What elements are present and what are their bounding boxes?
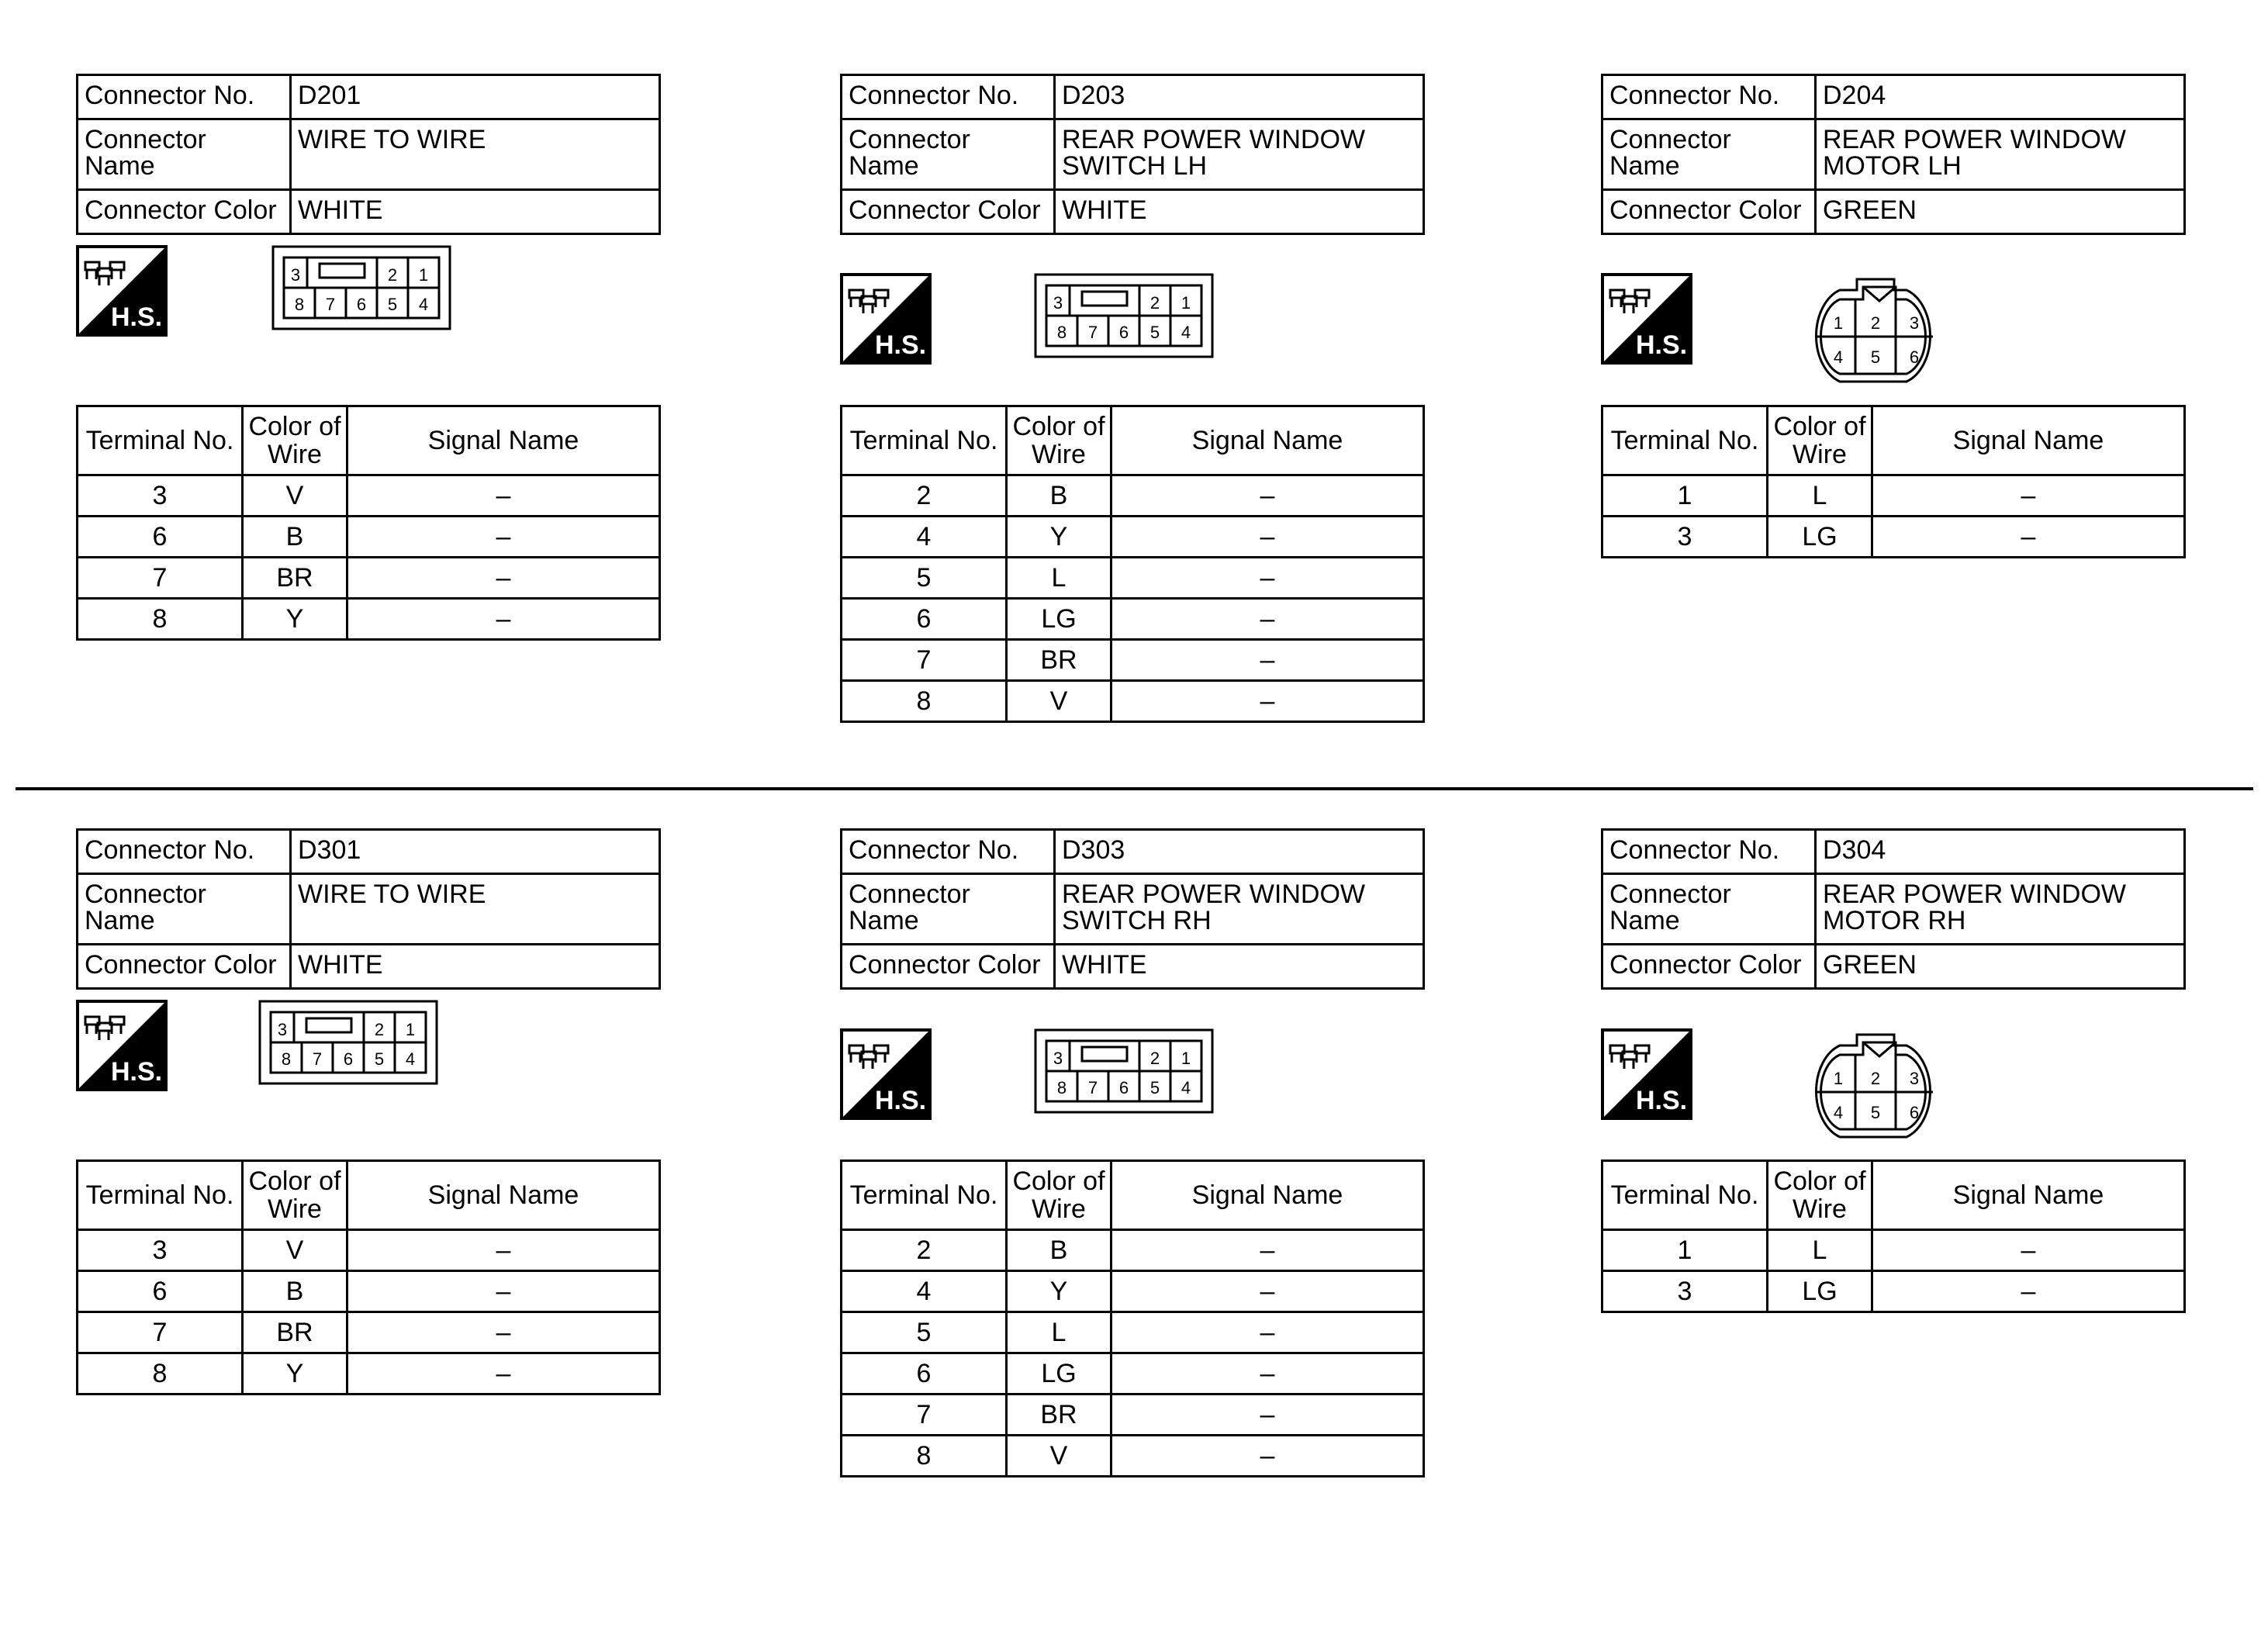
connector-name-value: REAR POWER WINDOW SWITCH RH <box>1055 874 1424 945</box>
terminal-table-header <box>842 1161 1424 1230</box>
harness-side-icon <box>840 1028 932 1120</box>
pin-number: 5 <box>1150 1078 1160 1097</box>
connector-number-row <box>1602 75 2185 119</box>
connector-name-label: Connector Name <box>78 874 291 945</box>
connector-name-value: REAR POWER WINDOW SWITCH LH <box>1055 119 1424 190</box>
table-row <box>842 1312 1424 1353</box>
pin-number: 2 <box>1150 293 1160 313</box>
wire-color: BR <box>1007 1395 1111 1436</box>
terminal-number: 6 <box>78 517 243 558</box>
wire-color: BR <box>243 558 347 599</box>
pin-number: 2 <box>387 265 398 285</box>
connector-number-label: Connector No. <box>842 75 1055 119</box>
table-row <box>1602 475 2185 517</box>
terminal-number: 7 <box>842 1395 1007 1436</box>
connector-color-value: WHITE <box>1055 945 1424 989</box>
table-row <box>78 599 660 640</box>
signal-name: – <box>347 1271 660 1312</box>
pin-number: 6 <box>1909 1103 1920 1122</box>
harness-side-icon <box>1601 273 1692 365</box>
connector-color-label: Connector Color <box>842 190 1055 234</box>
table-row <box>842 640 1424 681</box>
terminal-number: 2 <box>842 475 1007 517</box>
pin-number: 6 <box>1118 1078 1129 1097</box>
signal-name: – <box>1111 640 1424 681</box>
terminal-number: 5 <box>842 558 1007 599</box>
terminal-table <box>1601 1160 2186 1313</box>
table-row <box>78 1312 660 1353</box>
table-row <box>1602 1271 2185 1312</box>
wire-color: L <box>1768 1230 1872 1271</box>
signal-name: – <box>1111 599 1424 640</box>
harness-side-icon <box>1601 1028 1692 1120</box>
hs-label: H.S. <box>1635 1086 1688 1115</box>
connector-face-diagram <box>1792 1025 1955 1149</box>
pin-number: 2 <box>1870 1069 1881 1088</box>
signal-name: – <box>1111 1353 1424 1395</box>
signal-name: – <box>347 517 660 558</box>
connector-number-label: Connector No. <box>842 830 1055 874</box>
wire-color: BR <box>1007 640 1111 681</box>
terminal-number: 3 <box>1602 1271 1768 1312</box>
pin-number: 1 <box>405 1020 416 1039</box>
pin-number: 1 <box>1833 313 1844 333</box>
connector-color-row <box>1602 190 2185 234</box>
connector-color-value: WHITE <box>1055 190 1424 234</box>
connector-color-value: GREEN <box>1816 190 2185 234</box>
signal-name: – <box>1872 1271 2185 1312</box>
connector-name-value: WIRE TO WIRE <box>291 874 660 945</box>
harness-side-icon <box>840 273 932 365</box>
terminal-no-header: Terminal No. <box>1602 1161 1768 1230</box>
pin-number: 4 <box>1181 1078 1191 1097</box>
signal-name: – <box>1111 517 1424 558</box>
connector-number-value: D201 <box>291 75 660 119</box>
pin-number: 5 <box>387 295 398 314</box>
terminal-number: 1 <box>1602 1230 1768 1271</box>
terminal-number: 4 <box>842 1271 1007 1312</box>
signal-name: – <box>1111 1271 1424 1312</box>
wire-color: V <box>243 475 347 517</box>
pin-number: 5 <box>1870 1103 1881 1122</box>
terminal-number: 7 <box>842 640 1007 681</box>
signal-name-header: Signal Name <box>1872 1161 2185 1230</box>
pin-number: 3 <box>1053 293 1063 313</box>
connector-name-row <box>78 874 660 945</box>
connector-name-row <box>78 119 660 190</box>
terminal-number: 3 <box>78 1230 243 1271</box>
terminal-table-header <box>842 406 1424 475</box>
table-row <box>842 475 1424 517</box>
color-of-wire-header: Color of Wire <box>1768 406 1872 475</box>
connector-number-label: Connector No. <box>78 830 291 874</box>
connector-color-value: WHITE <box>291 190 660 234</box>
pin-number: 8 <box>281 1049 292 1069</box>
wire-color: Y <box>1007 517 1111 558</box>
connector-number-value: D301 <box>291 830 660 874</box>
color-of-wire-header: Color of Wire <box>1007 406 1111 475</box>
pin-number: 3 <box>290 265 301 285</box>
hs-label: H.S. <box>874 1086 927 1115</box>
pin-number: 4 <box>1833 347 1844 367</box>
connector-color-label: Connector Color <box>78 190 291 234</box>
terminal-table <box>76 405 661 641</box>
connector-number-row <box>78 75 660 119</box>
pin-number: 5 <box>1150 323 1160 342</box>
table-row <box>842 1271 1424 1312</box>
table-row <box>842 1230 1424 1271</box>
section-divider <box>16 787 2253 790</box>
connector-name-value: REAR POWER WINDOW MOTOR LH <box>1816 119 2185 190</box>
signal-name-header: Signal Name <box>347 406 660 475</box>
terminal-number: 3 <box>78 475 243 517</box>
signal-name-header: Signal Name <box>1111 1161 1424 1230</box>
wire-color: B <box>1007 1230 1111 1271</box>
pin-number: 2 <box>1150 1049 1160 1068</box>
wire-color: Y <box>243 599 347 640</box>
signal-name: – <box>1111 475 1424 517</box>
connector-info-table <box>840 828 1425 990</box>
connector-number-label: Connector No. <box>1602 75 1816 119</box>
wire-color: LG <box>1007 1353 1111 1395</box>
connector-name-value: REAR POWER WINDOW MOTOR RH <box>1816 874 2185 945</box>
terminal-number: 8 <box>842 681 1007 722</box>
pin-number: 3 <box>1909 313 1920 333</box>
color-of-wire-header: Color of Wire <box>243 406 347 475</box>
wire-color: LG <box>1768 1271 1872 1312</box>
terminal-table-header <box>78 1161 660 1230</box>
harness-side-icon <box>76 1000 168 1091</box>
table-row <box>842 1395 1424 1436</box>
table-row <box>78 558 660 599</box>
table-row <box>1602 1230 2185 1271</box>
terminal-no-header: Terminal No. <box>842 1161 1007 1230</box>
terminal-number: 2 <box>842 1230 1007 1271</box>
terminal-no-header: Terminal No. <box>78 406 243 475</box>
connector-name-label: Connector Name <box>78 119 291 190</box>
terminal-no-header: Terminal No. <box>78 1161 243 1230</box>
pin-number: 7 <box>1087 323 1098 342</box>
connector-number-value: D203 <box>1055 75 1424 119</box>
terminal-table-header <box>1602 406 2185 475</box>
connector-color-value: WHITE <box>291 945 660 989</box>
terminal-number: 3 <box>1602 517 1768 558</box>
pin-number: 4 <box>1833 1103 1844 1122</box>
connector-color-label: Connector Color <box>1602 190 1816 234</box>
pin-number: 6 <box>356 295 367 314</box>
signal-name: – <box>347 1312 660 1353</box>
connector-number-label: Connector No. <box>1602 830 1816 874</box>
connector-color-label: Connector Color <box>78 945 291 989</box>
connector-number-row <box>1602 830 2185 874</box>
terminal-table <box>840 1160 1425 1477</box>
table-row <box>842 1436 1424 1477</box>
connector-color-row <box>842 945 1424 989</box>
pin-number: 2 <box>374 1020 385 1039</box>
pin-number: 6 <box>1909 347 1920 367</box>
table-row <box>78 1230 660 1271</box>
connector-number-value: D204 <box>1816 75 2185 119</box>
signal-name: – <box>1111 558 1424 599</box>
connector-info-table <box>1601 74 2186 235</box>
wire-color: BR <box>243 1312 347 1353</box>
connector-number-row <box>842 830 1424 874</box>
pin-number: 7 <box>325 295 336 314</box>
hs-label: H.S. <box>110 1057 163 1087</box>
pin-number: 8 <box>1056 323 1067 342</box>
terminal-table <box>840 405 1425 723</box>
connector-number-row <box>78 830 660 874</box>
connector-color-label: Connector Color <box>842 945 1055 989</box>
pin-number: 1 <box>1833 1069 1844 1088</box>
pin-number: 1 <box>1181 1049 1191 1068</box>
terminal-no-header: Terminal No. <box>842 406 1007 475</box>
terminal-table-header <box>1602 1161 2185 1230</box>
color-of-wire-header: Color of Wire <box>1007 1161 1111 1230</box>
connector-number-value: D303 <box>1055 830 1424 874</box>
terminal-number: 8 <box>842 1436 1007 1477</box>
wire-color: L <box>1007 558 1111 599</box>
wire-color: V <box>1007 681 1111 722</box>
signal-name: – <box>1872 1230 2185 1271</box>
pin-number: 5 <box>374 1049 385 1069</box>
connector-face-diagram <box>1034 273 1214 358</box>
terminal-number: 1 <box>1602 475 1768 517</box>
hs-label: H.S. <box>110 302 163 332</box>
terminal-table-header <box>78 406 660 475</box>
connector-name-row <box>842 874 1424 945</box>
table-row <box>842 517 1424 558</box>
terminal-number: 5 <box>842 1312 1007 1353</box>
color-of-wire-header: Color of Wire <box>243 1161 347 1230</box>
signal-name: – <box>1872 475 2185 517</box>
hs-label: H.S. <box>1635 330 1688 360</box>
hs-label: H.S. <box>874 330 927 360</box>
wire-color: B <box>1007 475 1111 517</box>
connector-color-label: Connector Color <box>1602 945 1816 989</box>
signal-name-header: Signal Name <box>347 1161 660 1230</box>
terminal-table <box>1601 405 2186 558</box>
signal-name: – <box>347 475 660 517</box>
harness-side-icon <box>76 245 168 337</box>
connector-name-label: Connector Name <box>842 119 1055 190</box>
wire-color: Y <box>1007 1271 1111 1312</box>
connector-color-value: GREEN <box>1816 945 2185 989</box>
signal-name: – <box>1111 1230 1424 1271</box>
table-row <box>78 517 660 558</box>
wire-color: L <box>1768 475 1872 517</box>
signal-name: – <box>1111 1312 1424 1353</box>
signal-name: – <box>1111 681 1424 722</box>
connector-name-label: Connector Name <box>842 874 1055 945</box>
connector-info-table <box>76 828 661 990</box>
connector-number-label: Connector No. <box>78 75 291 119</box>
connector-face-diagram <box>1034 1028 1214 1114</box>
connector-name-row <box>1602 119 2185 190</box>
wire-color: LG <box>1768 517 1872 558</box>
color-of-wire-header: Color of Wire <box>1768 1161 1872 1230</box>
connector-number-row <box>842 75 1424 119</box>
wire-color: L <box>1007 1312 1111 1353</box>
terminal-number: 8 <box>78 599 243 640</box>
connector-info-table <box>76 74 661 235</box>
pin-number: 8 <box>294 295 305 314</box>
connector-info-table <box>1601 828 2186 990</box>
connector-number-value: D304 <box>1816 830 2185 874</box>
terminal-number: 6 <box>842 1353 1007 1395</box>
connector-color-row <box>842 190 1424 234</box>
signal-name: – <box>347 599 660 640</box>
connector-color-row <box>1602 945 2185 989</box>
connector-face-diagram <box>258 1000 438 1085</box>
table-row <box>78 1353 660 1395</box>
signal-name-header: Signal Name <box>1111 406 1424 475</box>
table-row <box>842 599 1424 640</box>
wire-color: LG <box>1007 599 1111 640</box>
table-row <box>78 475 660 517</box>
pin-number: 2 <box>1870 313 1881 333</box>
terminal-number: 7 <box>78 558 243 599</box>
signal-name: – <box>1111 1395 1424 1436</box>
connector-name-row <box>1602 874 2185 945</box>
wire-color: Y <box>243 1353 347 1395</box>
pin-number: 4 <box>405 1049 416 1069</box>
signal-name: – <box>347 1230 660 1271</box>
terminal-number: 4 <box>842 517 1007 558</box>
connector-name-label: Connector Name <box>1602 874 1816 945</box>
terminal-number: 6 <box>842 599 1007 640</box>
pin-number: 6 <box>343 1049 354 1069</box>
wire-color: V <box>1007 1436 1111 1477</box>
connector-face-diagram <box>271 245 451 330</box>
terminal-number: 8 <box>78 1353 243 1395</box>
signal-name: – <box>1872 517 2185 558</box>
connector-name-row <box>842 119 1424 190</box>
table-row <box>78 1271 660 1312</box>
pin-number: 1 <box>1181 293 1191 313</box>
connector-color-row <box>78 190 660 234</box>
table-row <box>842 1353 1424 1395</box>
connector-info-table <box>840 74 1425 235</box>
signal-name: – <box>347 558 660 599</box>
wire-color: B <box>243 517 347 558</box>
table-row <box>842 681 1424 722</box>
terminal-number: 7 <box>78 1312 243 1353</box>
connector-name-label: Connector Name <box>1602 119 1816 190</box>
table-row <box>842 558 1424 599</box>
terminal-no-header: Terminal No. <box>1602 406 1768 475</box>
signal-name: – <box>347 1353 660 1395</box>
signal-name: – <box>1111 1436 1424 1477</box>
wire-color: V <box>243 1230 347 1271</box>
terminal-number: 6 <box>78 1271 243 1312</box>
pin-number: 7 <box>1087 1078 1098 1097</box>
connector-face-diagram <box>1792 270 1955 394</box>
terminal-table <box>76 1160 661 1395</box>
pin-number: 4 <box>1181 323 1191 342</box>
connector-color-row <box>78 945 660 989</box>
pin-number: 4 <box>418 295 429 314</box>
pin-number: 8 <box>1056 1078 1067 1097</box>
table-row <box>1602 517 2185 558</box>
pin-number: 7 <box>312 1049 323 1069</box>
pin-number: 3 <box>1053 1049 1063 1068</box>
pin-number: 3 <box>277 1020 288 1039</box>
pin-number: 3 <box>1909 1069 1920 1088</box>
pin-number: 5 <box>1870 347 1881 367</box>
connector-name-value: WIRE TO WIRE <box>291 119 660 190</box>
wire-color: B <box>243 1271 347 1312</box>
pin-number: 6 <box>1118 323 1129 342</box>
pin-number: 1 <box>418 265 429 285</box>
signal-name-header: Signal Name <box>1872 406 2185 475</box>
